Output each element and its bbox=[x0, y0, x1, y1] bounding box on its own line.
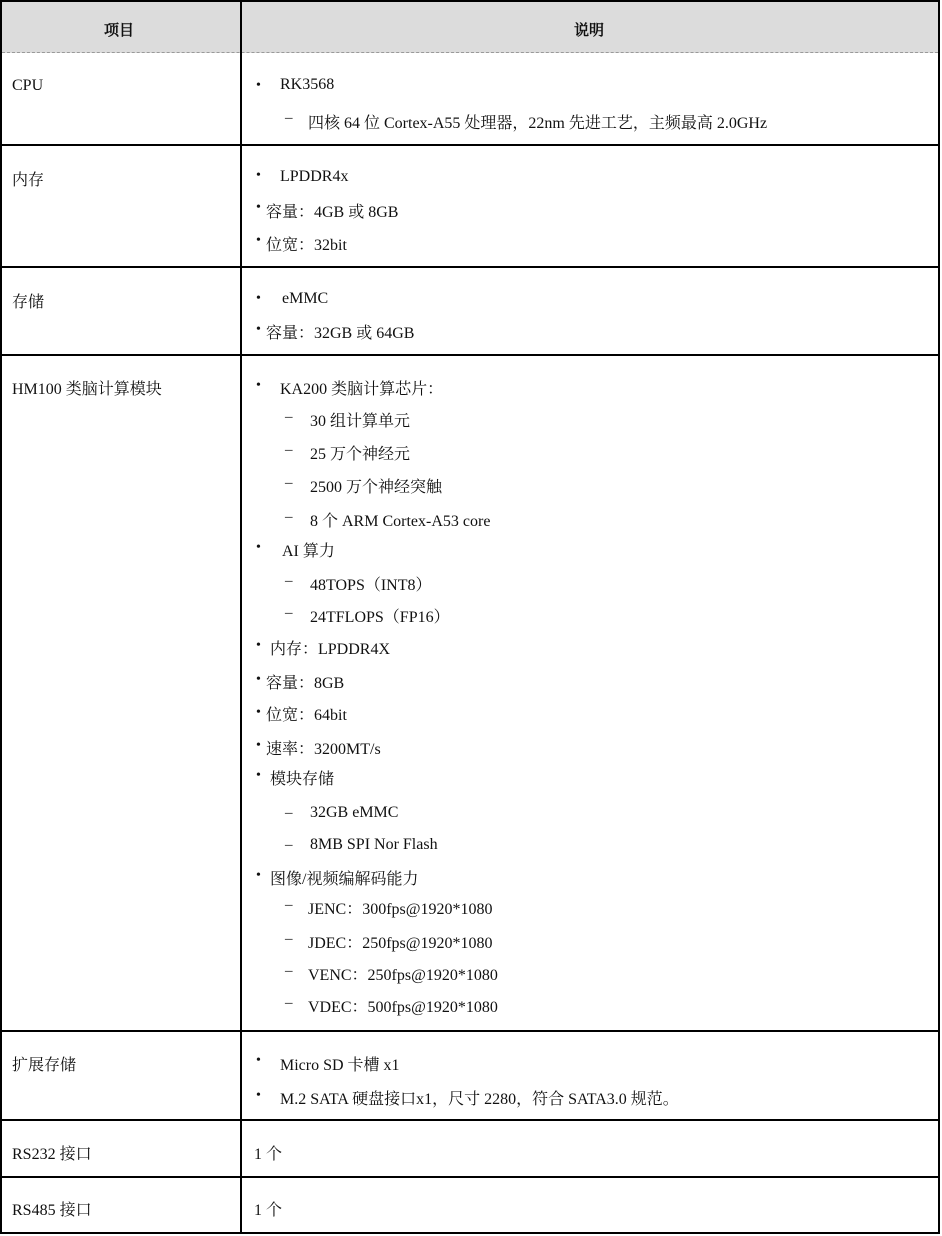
dash-icon: – bbox=[285, 931, 293, 947]
list-item: 8MB SPI Nor Flash bbox=[310, 836, 438, 853]
row-divider bbox=[2, 1030, 938, 1032]
list-item: eMMC bbox=[282, 290, 329, 307]
bullet-icon: • bbox=[256, 200, 261, 215]
list-item: AI 算力 bbox=[282, 543, 335, 560]
bullet-icon: • bbox=[256, 233, 261, 248]
list-item: 内存：LPDDR4X bbox=[270, 641, 391, 658]
row-divider bbox=[2, 1119, 938, 1121]
list-item: 容量：32GB 或 64GB bbox=[266, 325, 415, 342]
list-item: RK3568 bbox=[280, 76, 335, 93]
row-label: 内存 bbox=[12, 172, 45, 189]
row-label: CPU bbox=[12, 77, 44, 94]
dash-icon: – bbox=[285, 605, 293, 621]
list-item: 32GB eMMC bbox=[310, 804, 399, 821]
bullet-icon: • bbox=[256, 738, 261, 753]
list-item: 30 组计算单元 bbox=[310, 413, 411, 430]
column-divider bbox=[240, 2, 242, 1234]
row-divider bbox=[2, 144, 938, 146]
list-item: 8 个 ARM Cortex-A53 core bbox=[310, 513, 491, 530]
list-item: JENC：300fps@1920*1080 bbox=[308, 901, 493, 918]
bullet-icon: • bbox=[256, 322, 261, 337]
bullet-icon: • bbox=[256, 672, 261, 687]
dash-icon: – bbox=[285, 509, 293, 525]
row-label: 扩展存储 bbox=[12, 1057, 77, 1074]
header-description: 说明 bbox=[574, 21, 605, 39]
list-item: 位宽：32bit bbox=[266, 237, 347, 254]
row-divider bbox=[2, 266, 938, 268]
list-item: KA200 类脑计算芯片： bbox=[280, 381, 444, 398]
dash-icon: – bbox=[285, 110, 293, 126]
row-divider bbox=[2, 1176, 938, 1178]
list-item: 四核 64 位 Cortex-A55 处理器，22nm 先进工艺，主频最高 2.0GHz bbox=[308, 115, 768, 132]
list-item: VENC：250fps@1920*1080 bbox=[308, 967, 498, 984]
row-divider bbox=[2, 354, 938, 356]
dash-icon: – bbox=[285, 963, 293, 979]
list-item: M.2 SATA 硬盘接口x1，尺寸 2280，符合 SATA3.0 规范。 bbox=[280, 1091, 679, 1108]
bullet-icon: • bbox=[256, 638, 261, 653]
table-header bbox=[2, 2, 938, 53]
list-item: 2500 万个神经突触 bbox=[310, 479, 443, 496]
row-value: 1 个 bbox=[254, 1202, 283, 1219]
bullet-icon: • bbox=[256, 868, 261, 883]
list-item: JDEC：250fps@1920*1080 bbox=[308, 935, 493, 952]
bullet-icon: • bbox=[256, 1088, 261, 1103]
list-item: 24TFLOPS（FP16） bbox=[310, 609, 450, 626]
dash-icon: – bbox=[285, 442, 293, 458]
list-item: 模块存储 bbox=[270, 771, 335, 788]
bullet-icon: • bbox=[256, 78, 261, 93]
list-item: LPDDR4x bbox=[280, 168, 349, 185]
list-item: Micro SD 卡槽 x1 bbox=[280, 1057, 400, 1074]
row-label: HM100 类脑计算模块 bbox=[12, 381, 162, 398]
dash-icon: – bbox=[285, 995, 293, 1011]
bullet-icon: • bbox=[256, 168, 261, 183]
row-label: 存储 bbox=[12, 294, 45, 311]
dash-icon: – bbox=[285, 409, 293, 425]
list-item: 图像/视频编解码能力 bbox=[270, 871, 419, 888]
list-item: 位宽：64bit bbox=[266, 707, 347, 724]
bullet-icon: • bbox=[256, 291, 261, 306]
list-item: 25 万个神经元 bbox=[310, 446, 411, 463]
list-item: 48TOPS（INT8） bbox=[310, 577, 432, 594]
header-item: 项目 bbox=[104, 21, 135, 39]
bullet-icon: • bbox=[256, 705, 261, 720]
dash-icon: – bbox=[285, 897, 293, 913]
bullet-icon: • bbox=[256, 378, 261, 393]
dash-icon: – bbox=[285, 837, 293, 853]
list-item: 容量：4GB 或 8GB bbox=[266, 204, 399, 221]
bullet-icon: • bbox=[256, 1053, 261, 1068]
list-item: 容量：8GB bbox=[266, 675, 345, 692]
dash-icon: – bbox=[285, 573, 293, 589]
list-item: VDEC：500fps@1920*1080 bbox=[308, 999, 498, 1016]
dash-icon: – bbox=[285, 475, 293, 491]
row-label: RS232 接口 bbox=[12, 1146, 92, 1163]
dash-icon: – bbox=[285, 805, 293, 821]
row-label: RS485 接口 bbox=[12, 1202, 92, 1219]
bullet-icon: • bbox=[256, 768, 261, 783]
row-value: 1 个 bbox=[254, 1146, 283, 1163]
list-item: 速率：3200MT/s bbox=[266, 741, 381, 758]
bullet-icon: • bbox=[256, 540, 261, 555]
